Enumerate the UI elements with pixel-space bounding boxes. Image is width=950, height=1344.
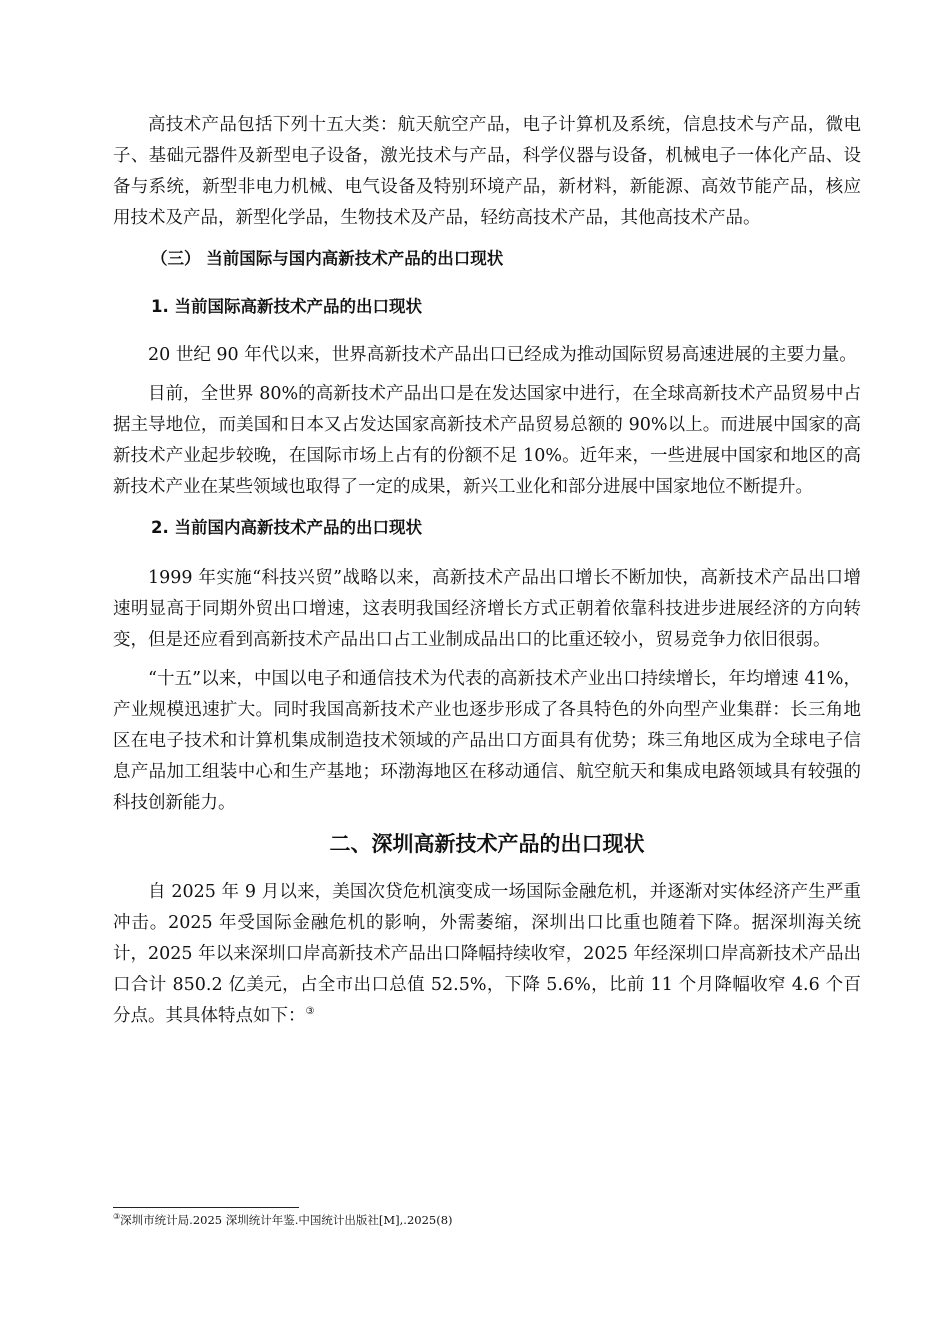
subsection-heading-domestic: 2. 当前国内高新技术产品的出口现状 bbox=[151, 518, 422, 537]
document-page bbox=[113, 110, 861, 1040]
chapter-heading-shenzhen: 二、深圳高新技术产品的出口现状 bbox=[329, 832, 645, 856]
paragraph-shenzhen-text: 自 2025 年 9 月以来，美国次贷危机演变成一场国际金融危机，并逐渐对实体经济产生严重冲击。2025 年受国际金融危机的影响，外需萎缩，深圳出口比重也随着下降。据深圳海关统计，2025 年以来深圳口岸高新技术产品出口降幅持续收窄，2025 年经深圳口岸高新技术产品出口合计 850.2 亿美元，占全市出口总值 52.5%，下降 5.6%，比前 11 个月降幅收窄 4.6 个百分点。其具体特点如下： bbox=[113, 882, 861, 1026]
footnote-text: 深圳市统计局.2025 深圳统计年鉴.中国统计出版社[M],.2025(8) bbox=[120, 1213, 453, 1227]
footnote-divider bbox=[113, 1207, 299, 1208]
footnote-mark: ③ bbox=[113, 1212, 121, 1222]
paragraph-domestic-2: “十五”以来，中国以电子和通信技术为代表的高新技术产业出口持续增长，年均增速 41%，产业规模迅速扩大。同时我国高新技术产业也逐步形成了各具特色的外向型产业集群：长三角地区在电子技术和计算机集成制造技术领域的产品出口方面具有优势；珠三角地区成为全球电子信息产品加工组装中心和生产基地；环渤海地区在移动通信、航空航天和集成电路领域具有较强的科技创新能力。 bbox=[113, 669, 861, 813]
paragraph-hightech-categories: 高技术产品包括下列十五大类：航天航空产品，电子计算机及系统，信息技术与产品，微电子、基础元器件及新型电子设备，激光技术与产品，科学仪器与设备，机械电子一体化产品、设备与系统，新型非电力机械、电气设备及特别环境产品，新材料，新能源、高效节能产品，核应用技术及产品，新型化学品，生物技术及产品，轻纺高技术产品，其他高技术产品。 bbox=[113, 115, 861, 228]
section-heading-3: （三） 当前国际与国内高新技术产品的出口现状 bbox=[151, 249, 504, 268]
paragraph-international-2: 目前，全世界 80%的高新技术产品出口是在发达国家中进行，在全球高新技术产品贸易中占据主导地位，而美国和日本又占发达国家高新技术产品贸易总额的 90%以上。而进展中国家的高新技术产业起步较晚，在国际市场上占有的份额不足 10%。近年来，一些进展中国家和地区的高新技术产业在某些领域也取得了一定的成果，新兴工业化和部分进展中国家地位不断提升。 bbox=[113, 384, 861, 497]
footnote bbox=[113, 1212, 453, 1228]
paragraph-domestic-1: 1999 年实施“科技兴贸”战略以来，高新技术产品出口增长不断加快，高新技术产品出口增速明显高于同期外贸出口增速，这表明我国经济增长方式正朝着依靠科技进步进展经济的方向转变，但是还应看到高新技术产品出口占工业制成品出口的比重还较小，贸易竞争力依旧很弱。 bbox=[113, 568, 861, 650]
subsection-heading-international: 1. 当前国际高新技术产品的出口现状 bbox=[151, 297, 422, 316]
paragraph-international-1: 20 世纪 90 年代以来，世界高新技术产品出口已经成为推动国际贸易高速进展的主要力量。 bbox=[148, 345, 857, 365]
paragraph-shenzhen bbox=[113, 877, 861, 1032]
footnote-reference-mark: ③ bbox=[305, 1006, 315, 1018]
